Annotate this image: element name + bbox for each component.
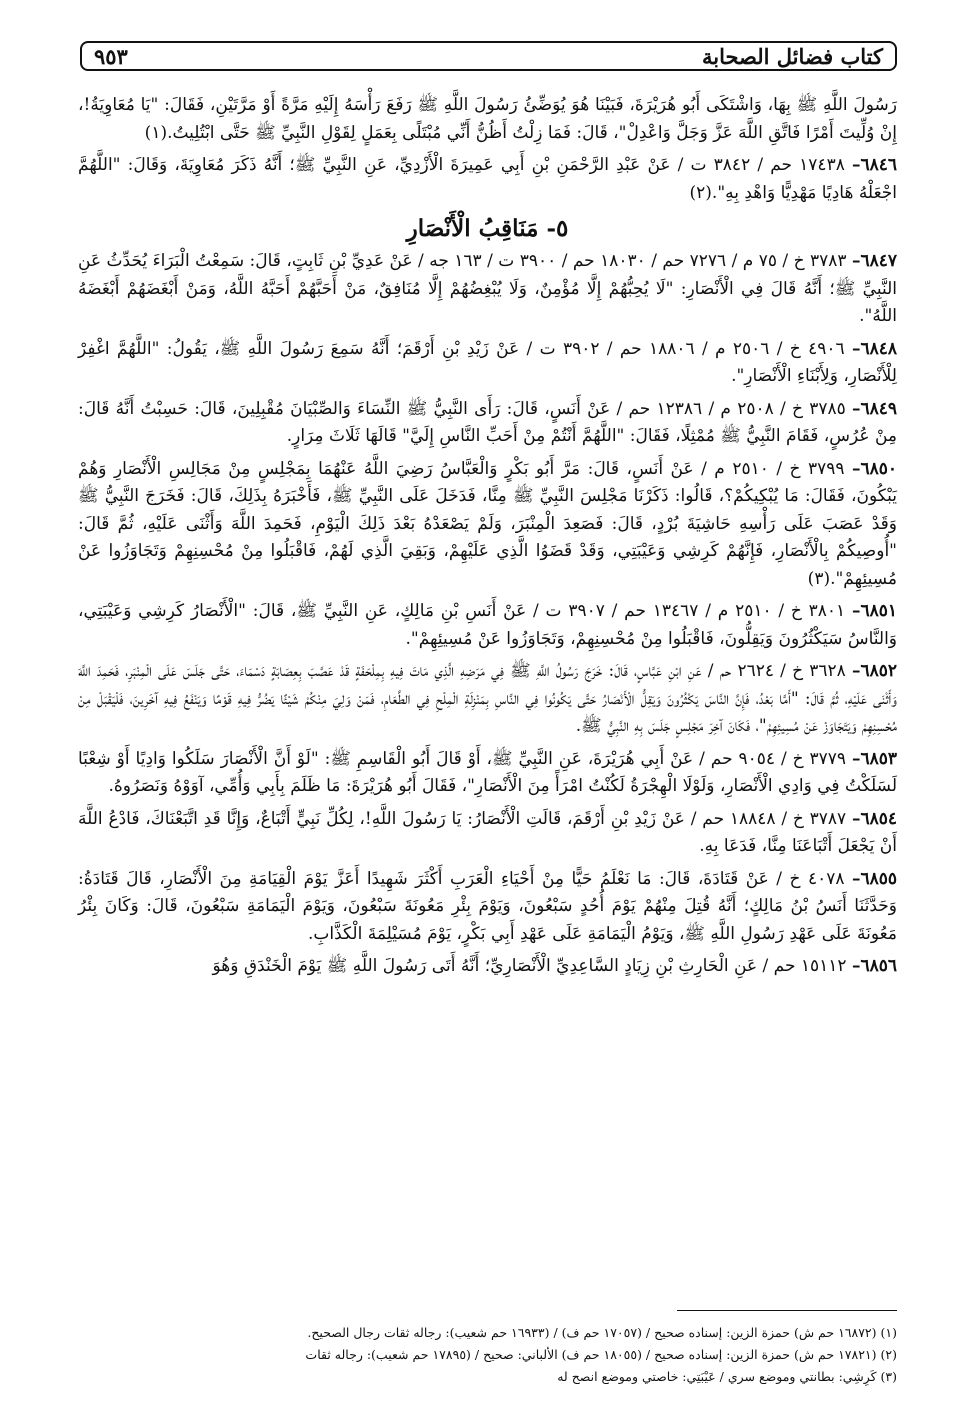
hadith-text: ٣٧٨٧ خ / ١٨٨٤٨ حم / عَنْ زَيْدِ بْنِ أَرْقَمَ، قَالَتِ الْأَنْصَارُ: يَا رَسُولَ اللَّهِ!، لِكُلِّ نَبِيٍّ أَتْبَاعٌ، وَإِنَّا قَدِ اتَّبَعْنَاكَ، فَادْعُ اللَّهَ أَنْ يَجْعَلَ أَتْبَاعَنَا مِنَّا، فَدَعَا بِهِ. [78, 808, 897, 856]
footnote-2: (٢) (١٧٨٢١ حم ش) حمزة الزين: إسناده صحيح / (١٨٠٥٥ حم ف) الألباني: صحيح / (١٧٨٩٥ حم شعيب): رجاله ثقات [305, 1347, 897, 1362]
hadith-6853 [78, 746, 897, 801]
hadith-number: ٦٨٥٦– [851, 956, 897, 976]
book-title: كتاب فضائل الصحابة [701, 43, 883, 69]
hadith-text: ٣٦٢٨ خ / ٢٦٢٤ حم / عَنِ ابْنِ عَبَّاسٍ، قَالَ: خَرَجَ رَسُولُ اللَّهِ ﷺ فِي مَرَضِهِ الَّذِي مَاتَ فِيهِ بِمِلْحَفَةٍ قَدْ عَصَّبَ بِعِصَابَةٍ دَسْمَاءَ، حَتَّى جَلَسَ عَلَى الْمِنْبَرِ، فَحَمِدَ اللَّهَ وَأَثْنَى عَلَيْهِ، ثُمَّ قَالَ: "أَمَّا بَعْدُ، فَإِنَّ النَّاسَ يَكْثُرُونَ وَيَقِلُّ الْأَنْصَارُ حَتَّى يَكُونُوا فِي النَّاسِ بِمَنْزِلَةِ الْمِلْحِ فِي الطَّعَامِ، فَمَنْ وَلِيَ مِنْكُمْ شَيْئًا يَضُرُّ فِيهِ قَوْمًا وَيَنْفَعُ فِيهِ آخَرِينَ، فَلْيَقْبَلْ مِنْ مُحْسِنِهِمْ وَيَتَجَاوَزْ عَنْ مُسِيئِهِمْ"، فَكَانَ آخِرَ مَجْلِسٍ جَلَسَ بِهِ النَّبِيُّ ﷺ. [78, 661, 897, 736]
paragraph-continuation [78, 92, 897, 147]
page-number: ٩٥٣ [94, 43, 128, 69]
hadith-number: ٦٨٤٧– [851, 251, 898, 271]
hadith-text: ٣٧٨٥ خ / ٢٥٠٨ م / ١٢٣٨٦ حم / عَنْ أَنَسٍ، قَالَ: رَأَى النَّبِيُّ ﷺ النِّسَاءَ وَالصِّبْيَانَ مُقْبِلِينَ، قَالَ: حَسِبْتُ أَنَّهُ قَالَ: مِنْ عُرُسٍ، فَقَامَ النَّبِيُّ ﷺ مُمْثِلًا، فَقَالَ: "اللَّهُمَّ أَنْتُمْ مِنْ أَحَبِّ النَّاسِ إِلَيَّ" قَالَهَا ثَلَاثَ مِرَارٍ. [78, 398, 897, 446]
hadith-number: ٦٨٥٥– [851, 868, 898, 889]
hadith-6851 [78, 598, 897, 653]
hadith-number: ٦٨٥٢– [851, 661, 897, 681]
footnote-divider [677, 1310, 897, 1311]
hadith-text: ٤٩٠٦ خ / ٢٥٠٦ م / ١٨٨٠٦ حم / ٣٩٠٢ ت / عَنْ زَيْدِ بْنِ أَرْقَمَ؛ أَنَّهُ سَمِعَ رَسُولَ اللَّهِ ﷺ، يَقُولُ: "اللَّهُمَّ اغْفِرْ لِلْأَنْصَارِ، وَلِأَبْنَاءِ الْأَنْصَارِ". [78, 338, 897, 386]
hadith-6847 [78, 248, 897, 331]
hadith-text: ٣٧٩٩ خ / ٢٥١٠ م / عَنْ أَنَسٍ، قَالَ: مَرَّ أَبُو بَكْرٍ وَالْعَبَّاسُ رَضِيَ اللَّهُ عَنْهُمَا بِمَجْلِسٍ مِنْ مَجَالِسِ الْأَنْصَارِ وَهُمْ يَبْكُونَ، فَقَالَ: مَا يُبْكِيكُمْ؟، قَالُوا: ذَكَرْنَا مَجْلِسَ النَّبِيِّ ﷺ مِنَّا، فَدَخَلَ عَلَى النَّبِيِّ ﷺ، فَأَخْبَرَهُ بِذَلِكَ، قَالَ: فَخَرَجَ النَّبِيُّ ﷺ وَقَدْ عَصَبَ عَلَى رَأْسِهِ حَاشِيَةَ بُرْدٍ، قَالَ: فَصَعِدَ الْمِنْبَرَ، وَلَمْ يَصْعَدْهُ بَعْدَ ذَلِكَ الْيَوْمِ، فَحَمِدَ اللَّهَ وَأَثْنَى عَلَيْهِ، ثُمَّ قَالَ: "أُوصِيكُمْ بِالْأَنْصَارِ، فَإِنَّهُمْ كَرِشِي وَعَيْبَتِي، وَقَدْ قَضَوُا الَّذِي عَلَيْهِمْ، وَبَقِيَ الَّذِي لَهُمْ، فَاقْبَلُوا مِنْ مُحْسِنِهِمْ وَتَجَاوَزُوا عَنْ مُسِيئِهِمْ".(٣) [78, 458, 897, 589]
hadith-6849 [78, 396, 897, 451]
footnote-3: (٣) كَرِشِي: بطانتي وموضع سري / عَيْبَتِي: خاصتي وموضع انصح له [557, 1369, 897, 1384]
hadith-number: ٦٨٥١– [851, 601, 898, 621]
footnotes [100, 1322, 897, 1388]
hadith-number: ٦٨٥٠– [851, 458, 898, 479]
hadith-6856 [78, 953, 897, 981]
page-header [80, 41, 897, 71]
hadith-6846 [78, 152, 897, 207]
hadith-6852 [78, 658, 897, 741]
hadith-text: ٣٧٨٣ خ / ٧٥ م / ٧٢٧٦ حم / ١٨٠٣٠ حم / ٣٩٠٠ ت / ١٦٣ جه / عَنْ عَدِيِّ بْنِ ثَابِتٍ، قَالَ: سَمِعْتُ الْبَرَاءَ يُحَدِّثُ عَنِ النَّبِيِّ ﷺ؛ أَنَّهُ قَالَ فِي الْأَنْصَارِ: "لَا يُحِبُّهُمْ إِلَّا مُؤْمِنٌ، وَلَا يُبْغِضُهُمْ إِلَّا مُنَافِقٌ، مَنْ أَحَبَّهُمْ أَحَبَّهُ اللَّهُ، وَمَنْ أَبْغَضَهُمْ أَبْغَضَهُ اللَّهُ". [78, 251, 897, 326]
hadith-text: ٤٠٧٨ خ / عَنْ قَتَادَةَ، قَالَ: مَا نَعْلَمُ حَيًّا مِنْ أَحْيَاءِ الْعَرَبِ أَكْثَرَ شَهِيدًا أَعَزَّ يَوْمَ الْقِيَامَةِ مِنَ الْأَنْصَارِ، قَالَ قَتَادَةُ: وَحَدَّثَنَا أَنَسُ بْنُ مَالِكٍ؛ أَنَّهُ قُتِلَ مِنْهُمْ يَوْمَ أُحُدٍ سَبْعُونَ، وَيَوْمَ بِئْرِ مَعُونَةَ سَبْعُونَ، وَيَوْمَ الْيَمَامَةِ سَبْعُونَ، قَالَ: وَكَانَ بِئْرُ مَعُونَةَ عَلَى عَهْدِ رَسُولِ اللَّهِ ﷺ، وَيَوْمُ الْيَمَامَةِ عَلَى عَهْدِ أَبِي بَكْرٍ، يَوْمَ مُسَيْلِمَةَ الْكَذَّابِ. [78, 868, 897, 944]
hadith-number: ٦٨٥٤– [851, 808, 898, 829]
hadith-number: ٦٨٤٨– [851, 338, 897, 359]
hadith-6848 [78, 336, 897, 391]
paragraph-text: رَسُولَ اللَّهِ ﷺ بِهَا، وَاشْتَكَى أَبُو هُرَيْرَةَ، فَبَيْنَا هُوَ يُوَضِّئُ رَسُولَ اللَّهِ ﷺ رَفَعَ رَأْسَهُ إِلَيْهِ مَرَّةً أَوْ مَرَّتَيْنِ، فَقَالَ: "يَا مُعَاوِيَةُ!، إِنْ وُلِّيتَ أَمْرًا فَاتَّقِ اللَّهَ عَزَّ وَجَلَّ وَاعْدِلْ"، قَالَ: فَمَا زِلْتُ أَظُنُّ أَنِّي مُبْتَلًى بِعَمَلٍ لِقَوْلِ النَّبِيِّ ﷺ حَتَّى ابْتُلِيتُ.(١) [78, 95, 897, 143]
page-body [78, 92, 897, 986]
hadith-number: ٦٨٤٦– [851, 155, 897, 175]
hadith-number: ٦٨٥٣– [851, 748, 898, 769]
hadith-text: ٣٧٧٩ خ / ٩٠٥٤ حم / عَنْ أَبِي هُرَيْرَةَ، عَنِ النَّبِيِّ ﷺ، أَوْ قَالَ أَبُو الْقَاسِمِ ﷺ: "لَوْ أَنَّ الْأَنْصَارَ سَلَكُوا وَادِيًا أَوْ شِعْبًا لَسَلَكْتُ فِي وَادِي الْأَنْصَارِ، وَلَوْلَا الْهِجْرَةُ لَكُنْتُ امْرَأً مِنَ الْأَنْصَارِ"، فَقَالَ أَبُو هُرَيْرَةَ: مَا ظَلَمَ بِأَبِي وَأُمِّي، آوَوْهُ وَنَصَرُوهُ. [78, 748, 897, 796]
hadith-text: ١٧٤٣٨ حم / ٣٨٤٢ ت / عَنْ عَبْدِ الرَّحْمَنِ بْنِ أَبِي عَمِيرَةَ الْأَزْدِيِّ، عَنِ النَّبِيِّ ﷺ؛ أَنَّهُ ذَكَرَ مُعَاوِيَةَ، وَقَالَ: "اللَّهُمَّ اجْعَلْهُ هَادِيًا مَهْدِيًّا وَاهْدِ بِهِ".(٢) [78, 155, 897, 203]
hadith-6850 [78, 456, 897, 594]
hadith-6855 [78, 866, 897, 949]
hadith-text: ٣٨٠١ خ / ٢٥١٠ م / ١٣٤٦٧ حم / ٣٩٠٧ ت / عَنْ أَنَسِ بْنِ مَالِكٍ، عَنِ النَّبِيِّ ﷺ، قَالَ: "الْأَنْصَارُ كَرِشِي وَعَيْبَتِي، وَالنَّاسُ سَيَكْثُرُونَ وَيَقِلُّونَ، فَاقْبَلُوا مِنْ مُحْسِنِهِمْ، وَتَجَاوَزُوا عَنْ مُسِيئِهِمْ". [78, 601, 897, 649]
section-heading: ٥- مَنَاقِبُ الْأَنْصَارِ [406, 215, 569, 242]
footnote-1: (١) (١٦٨٧٢ حم ش) حمزة الزين: إسناده صحيح / (١٧٠٥٧ حم ف) / (١٦٩٣٣ حم شعيب): رجاله ثقات رجال الصحيح. [307, 1325, 897, 1340]
hadith-number: ٦٨٤٩– [852, 398, 898, 419]
hadith-6854 [78, 806, 897, 861]
hadith-text: ١٥١١٢ حم / عَنِ الْحَارِثِ بْنِ زِيَادٍ السَّاعِدِيِّ الْأَنْصَارِيِّ؛ أَنَّهُ أَتَى رَسُولَ اللَّهِ ﷺ يَوْمَ الْخَنْدَقِ وَهُوَ [212, 956, 847, 976]
